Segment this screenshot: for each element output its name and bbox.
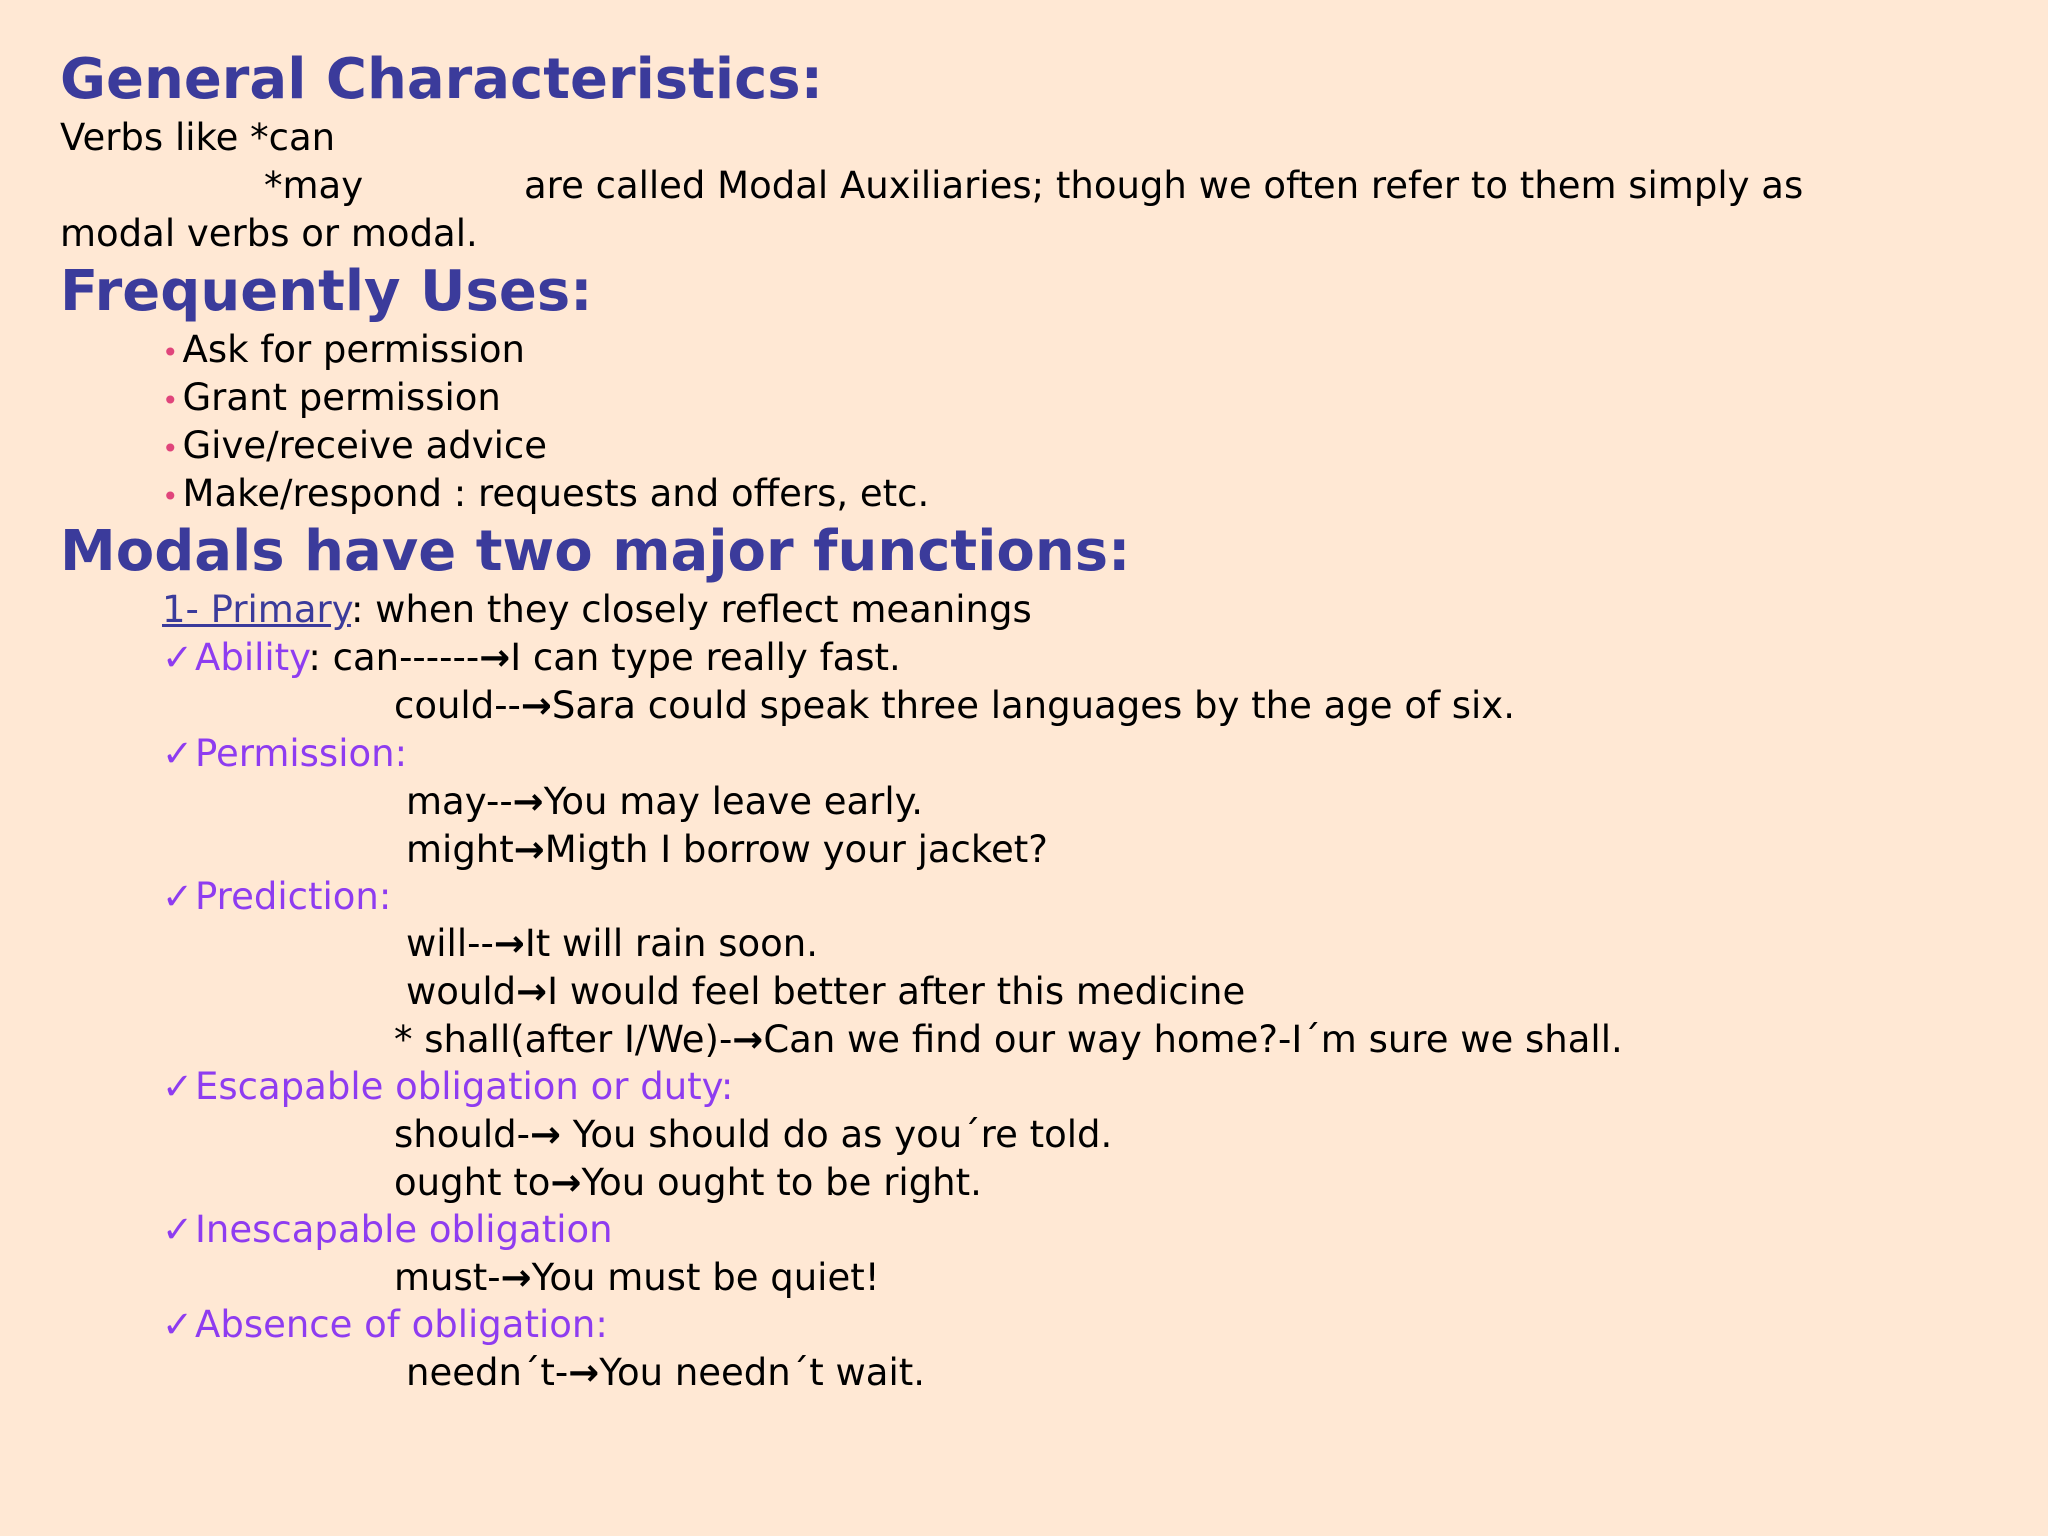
prediction-label: Prediction: xyxy=(195,875,392,918)
arrow-icon: → xyxy=(550,1161,582,1204)
check-icon: ✓ xyxy=(162,1065,194,1108)
bullet-icon: • xyxy=(162,336,179,369)
frequently-uses-heading: Frequently Uses: xyxy=(60,259,593,324)
modal-neednt: needn´t- xyxy=(406,1351,569,1394)
permission-might-example: Migth I borrow your jacket? xyxy=(544,828,1048,871)
ability-label: Ability xyxy=(195,636,309,679)
absence-label: Absence of obligation: xyxy=(195,1303,608,1346)
inescapable-label: Inescapable obligation xyxy=(195,1208,613,1251)
check-icon: ✓ xyxy=(162,875,194,918)
bullet-icon: • xyxy=(162,384,179,417)
uses-item xyxy=(162,374,501,425)
arrow-icon: → xyxy=(520,684,552,727)
permission-may-line xyxy=(406,778,923,826)
absence-line xyxy=(162,1301,608,1349)
general-line-1: Verbs like *can xyxy=(60,116,336,159)
modal-will: will-- xyxy=(406,922,494,965)
escapable-should-line xyxy=(394,1111,1112,1159)
modal-may: may-- xyxy=(406,780,513,823)
primary-label: 1- Primary xyxy=(162,588,351,631)
ability-could-line xyxy=(394,682,1515,730)
check-icon: ✓ xyxy=(162,636,194,679)
general-line-3: modal verbs or modal. xyxy=(60,212,478,255)
escapable-should-example: You should do as you´re told. xyxy=(560,1113,1113,1156)
prediction-line xyxy=(162,873,391,921)
inescapable-must-line xyxy=(394,1254,880,1302)
arrow-icon: → xyxy=(500,1256,532,1299)
check-icon: ✓ xyxy=(162,1208,194,1251)
escapable-line xyxy=(162,1063,733,1111)
arrow-icon: → xyxy=(512,780,544,823)
arrow-icon: → xyxy=(529,1113,561,1156)
modal-should: should- xyxy=(394,1113,530,1156)
permission-line xyxy=(162,730,407,778)
ability-example-2: Sara could speak three languages by the age of six. xyxy=(551,684,1515,727)
uses-item-text: Grant permission xyxy=(182,376,501,419)
absence-neednt-example: You needn´t wait. xyxy=(599,1351,925,1394)
modal-must: must- xyxy=(394,1256,501,1299)
arrow-icon: → xyxy=(568,1351,600,1394)
primary-text: : when they closely reflect meanings xyxy=(350,588,1032,631)
arrow-icon: → xyxy=(479,636,511,679)
permission-label: Permission: xyxy=(195,732,408,775)
prediction-will-example: It will rain soon. xyxy=(524,922,819,965)
uses-item xyxy=(162,470,929,521)
modal-would: would xyxy=(406,970,517,1013)
general-line-2-left: *may xyxy=(264,164,364,207)
modal-might: might xyxy=(406,828,514,871)
general-characteristics-heading: General Characteristics: xyxy=(60,47,824,112)
inescapable-must-example: You must be quiet! xyxy=(531,1256,880,1299)
permission-may-example: You may leave early. xyxy=(543,780,924,823)
check-icon: ✓ xyxy=(162,1303,194,1346)
modal-shall: * shall(after I/We)- xyxy=(394,1018,733,1061)
arrow-icon: → xyxy=(493,922,525,965)
uses-item-text: Give/receive advice xyxy=(182,424,548,467)
arrow-icon: → xyxy=(516,970,548,1013)
escapable-label: Escapable obligation or duty: xyxy=(195,1065,734,1108)
prediction-would-line xyxy=(406,968,1245,1016)
escapable-ought-example: You ought to be right. xyxy=(581,1161,982,1204)
inescapable-line xyxy=(162,1206,613,1254)
modal-could: could-- xyxy=(394,684,521,727)
bullet-icon: • xyxy=(162,480,179,513)
primary-line xyxy=(162,586,1032,634)
prediction-would-example: I would feel better after this medicine xyxy=(547,970,1246,1013)
uses-item xyxy=(162,422,547,473)
arrow-icon: → xyxy=(513,828,545,871)
permission-might-line xyxy=(406,826,1048,874)
general-line-2-right: are called Modal Auxiliaries; though we often refer to them simply as xyxy=(524,164,1804,207)
check-icon: ✓ xyxy=(162,732,194,775)
modal-ought-to: ought to xyxy=(394,1161,551,1204)
uses-item-text: Make/respond : requests and offers, etc. xyxy=(182,472,930,515)
prediction-will-line xyxy=(406,920,818,968)
bullet-icon: • xyxy=(162,432,179,465)
ability-separator: : can------ xyxy=(308,636,480,679)
uses-item xyxy=(162,326,525,377)
ability-line xyxy=(162,634,901,682)
escapable-ought-line xyxy=(394,1159,982,1207)
prediction-shall-example: Can we find our way home?-I´m sure we shall. xyxy=(763,1018,1623,1061)
ability-example-1: I can type really fast. xyxy=(510,636,901,679)
major-functions-heading: Modals have two major functions: xyxy=(60,519,1131,584)
uses-item-text: Ask for permission xyxy=(182,328,525,371)
absence-neednt-line xyxy=(406,1349,925,1397)
arrow-icon: → xyxy=(732,1018,764,1061)
prediction-shall-line xyxy=(394,1016,1623,1064)
